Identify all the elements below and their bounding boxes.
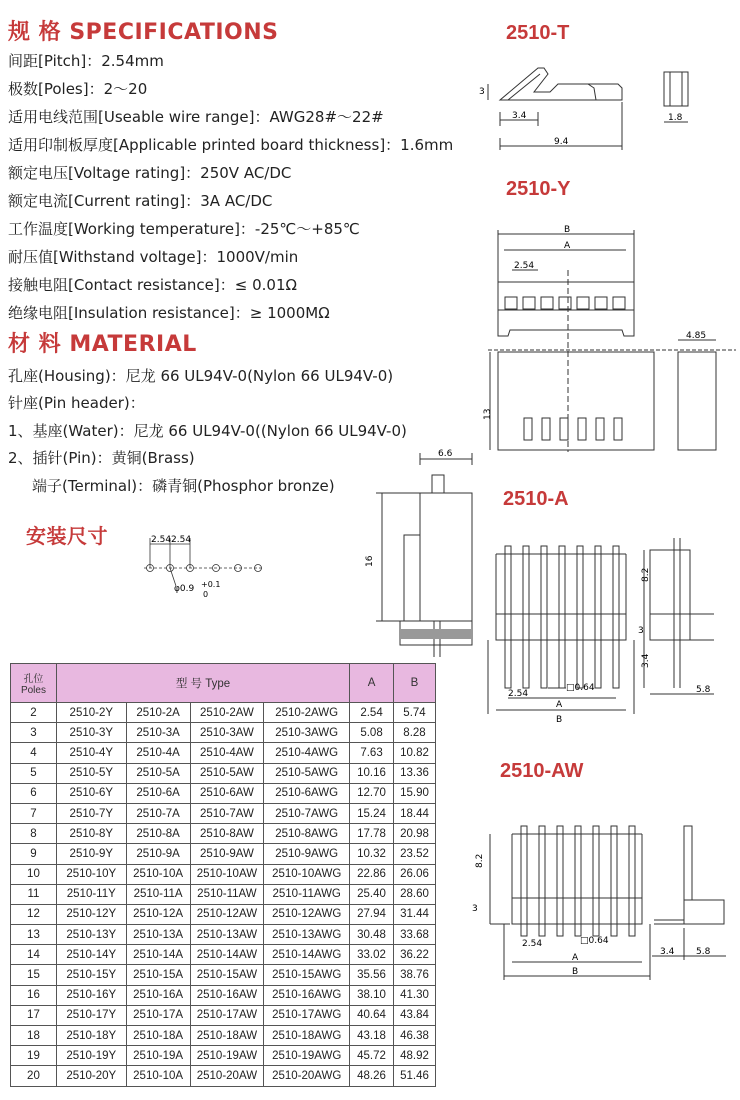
header-poles [11, 664, 57, 703]
cell-poles: 3 [11, 723, 57, 743]
aw-b-label: B [572, 967, 579, 977]
material-pin-header: 针座(Pin header)： [8, 394, 145, 412]
cell-aw: 2510-16AW [190, 985, 264, 1005]
cell-awg: 2510-18AWG [264, 1026, 350, 1046]
cell-poles: 12 [11, 904, 57, 924]
table-row [11, 803, 436, 823]
header-poles-en: Poles [20, 685, 46, 696]
cell-aw: 2510-9AW [190, 844, 264, 864]
model-2510-a-title: 2510-A [503, 488, 569, 510]
cell-poles: 16 [11, 985, 57, 1005]
install-hole-dia: φ0.9 [174, 584, 195, 594]
y-height-label: 13 [483, 408, 493, 420]
side-height-label: 16 [365, 555, 375, 567]
cell-a: 2510-8A [126, 824, 190, 844]
table-row [11, 925, 436, 945]
cell-dim-b: 23.52 [394, 844, 436, 864]
table-row [11, 884, 436, 904]
cell-aw: 2510-19AW [190, 1046, 264, 1066]
specifications-title: 规 格 SPECIFICATIONS [8, 20, 279, 45]
cell-dim-a: 15.24 [350, 803, 394, 823]
cell-y: 2510-9Y [56, 844, 126, 864]
cell-dim-b: 28.60 [394, 884, 436, 904]
table-header-row [11, 664, 436, 703]
cell-a: 2510-10A [126, 864, 190, 884]
cell-y: 2510-4Y [56, 743, 126, 763]
table-row [11, 965, 436, 985]
install-dimensions-title: 安装尺寸 [26, 524, 108, 548]
table-row [11, 824, 436, 844]
table-row [11, 743, 436, 763]
cell-y: 2510-16Y [56, 985, 126, 1005]
header-poles-cn: 孔位 [23, 674, 44, 685]
cell-poles: 2 [11, 703, 57, 723]
cell-dim-b: 36.22 [394, 945, 436, 965]
cell-a: 2510-13A [126, 925, 190, 945]
cell-dim-b: 5.74 [394, 703, 436, 723]
t-width-label: 1.8 [668, 113, 683, 123]
cell-awg: 2510-14AWG [264, 945, 350, 965]
cell-poles: 20 [11, 1066, 57, 1086]
spec-pitch: 间距[Pitch]：2.54mm [8, 52, 164, 70]
table-row [11, 763, 436, 783]
install-tol-plus: +0.1 [201, 580, 221, 589]
cell-a: 2510-17A [126, 1005, 190, 1025]
cell-a: 2510-12A [126, 904, 190, 924]
cell-a: 2510-2A [126, 703, 190, 723]
header-a: A [350, 664, 394, 703]
cell-dim-b: 26.06 [394, 864, 436, 884]
cell-awg: 2510-4AWG [264, 743, 350, 763]
spec-voltage: 额定电压[Voltage rating]：250V AC/DC [8, 164, 292, 182]
cell-aw: 2510-18AW [190, 1026, 264, 1046]
cell-dim-b: 15.90 [394, 783, 436, 803]
table-row [11, 783, 436, 803]
cell-poles: 7 [11, 803, 57, 823]
cell-y: 2510-20Y [56, 1066, 126, 1086]
cell-poles: 10 [11, 864, 57, 884]
cell-a: 2510-16A [126, 985, 190, 1005]
cell-awg: 2510-12AWG [264, 904, 350, 924]
pcb-board-hatch [400, 629, 472, 639]
pin-header-2510-a-drawing [478, 538, 740, 730]
aw-pins [521, 826, 635, 936]
cell-y: 2510-11Y [56, 884, 126, 904]
cell-poles: 4 [11, 743, 57, 763]
a-height3-label: 3.4 [641, 653, 651, 668]
cell-a: 2510-11A [126, 884, 190, 904]
cell-aw: 2510-2AW [190, 703, 264, 723]
cell-dim-a: 48.26 [350, 1066, 394, 1086]
cell-poles: 15 [11, 965, 57, 985]
table-row [11, 1046, 436, 1066]
y-b-label: B [564, 225, 571, 235]
cell-y: 2510-3Y [56, 723, 126, 743]
cell-dim-b: 46.38 [394, 1026, 436, 1046]
cell-poles: 19 [11, 1046, 57, 1066]
model-2510-aw-title: 2510-AW [500, 760, 584, 782]
side-width-label: 6.6 [438, 449, 453, 459]
y-pitch-label: 2.54 [514, 261, 535, 271]
cell-aw: 2510-3AW [190, 723, 264, 743]
cell-aw: 2510-12AW [190, 904, 264, 924]
model-2510-t-title: 2510-T [506, 22, 570, 44]
spec-contact-resistance: 接触电阻[Contact resistance]：≤ 0.01Ω [8, 276, 297, 294]
cell-y: 2510-15Y [56, 965, 126, 985]
cell-poles: 13 [11, 925, 57, 945]
cell-a: 2510-6A [126, 783, 190, 803]
cell-aw: 2510-20AW [190, 1066, 264, 1086]
cell-dim-a: 5.08 [350, 723, 394, 743]
a-height1-label: 8.2 [641, 567, 651, 582]
cell-poles: 11 [11, 884, 57, 904]
cell-aw: 2510-15AW [190, 965, 264, 985]
spec-wire-range: 适用电线范围[Useable wire range]：AWG28#～22# [8, 108, 384, 126]
cell-y: 2510-10Y [56, 864, 126, 884]
cell-poles: 9 [11, 844, 57, 864]
cell-dim-b: 43.84 [394, 1005, 436, 1025]
cell-aw: 2510-14AW [190, 945, 264, 965]
a-pins [505, 546, 619, 688]
cell-awg: 2510-10AWG [264, 864, 350, 884]
table-row [11, 723, 436, 743]
cell-awg: 2510-20AWG [264, 1066, 350, 1086]
cell-aw: 2510-4AW [190, 743, 264, 763]
cell-awg: 2510-3AWG [264, 723, 350, 743]
cell-aw: 2510-7AW [190, 803, 264, 823]
cell-y: 2510-5Y [56, 763, 126, 783]
cell-a: 2510-19A [126, 1046, 190, 1066]
spec-insulation-resistance: 绝缘电阻[Insulation resistance]：≥ 1000MΩ [8, 304, 330, 322]
a-pin-label: □0.64 [566, 683, 595, 693]
cell-y: 2510-6Y [56, 783, 126, 803]
cell-poles: 6 [11, 783, 57, 803]
header-b: B [394, 664, 436, 703]
install-dim-2: 2.54 [171, 535, 192, 545]
t-height-label: 3 [479, 87, 485, 97]
cell-dim-b: 10.82 [394, 743, 436, 763]
cell-dim-a: 33.02 [350, 945, 394, 965]
header-type: 型 号 Type [56, 664, 349, 703]
table-row [11, 945, 436, 965]
cell-awg: 2510-2AWG [264, 703, 350, 723]
cell-dim-a: 22.86 [350, 864, 394, 884]
cell-dim-a: 30.48 [350, 925, 394, 945]
cell-awg: 2510-5AWG [264, 763, 350, 783]
y-side-label: 4.85 [686, 331, 707, 341]
cell-dim-a: 27.94 [350, 904, 394, 924]
cell-dim-a: 17.78 [350, 824, 394, 844]
aw-side1-label: 3.4 [660, 947, 675, 957]
cell-y: 2510-17Y [56, 1005, 126, 1025]
cell-aw: 2510-17AW [190, 1005, 264, 1025]
housing-2510-y-drawing [483, 222, 738, 462]
cell-dim-a: 2.54 [350, 703, 394, 723]
cell-poles: 5 [11, 763, 57, 783]
cell-dim-a: 10.16 [350, 763, 394, 783]
cell-a: 2510-15A [126, 965, 190, 985]
table-row [11, 1066, 436, 1086]
table-row [11, 1005, 436, 1025]
cell-awg: 2510-13AWG [264, 925, 350, 945]
cell-dim-b: 8.28 [394, 723, 436, 743]
cell-aw: 2510-10AW [190, 864, 264, 884]
cell-y: 2510-19Y [56, 1046, 126, 1066]
cell-awg: 2510-17AWG [264, 1005, 350, 1025]
cell-dim-b: 33.68 [394, 925, 436, 945]
cell-a: 2510-9A [126, 844, 190, 864]
cell-a: 2510-10A [126, 1066, 190, 1086]
cell-y: 2510-18Y [56, 1026, 126, 1046]
cell-dim-b: 31.44 [394, 904, 436, 924]
cell-awg: 2510-9AWG [264, 844, 350, 864]
cell-y: 2510-14Y [56, 945, 126, 965]
a-b-label: B [556, 715, 563, 725]
spec-temperature: 工作温度[Working temperature]：-25℃～+85℃ [8, 220, 360, 238]
model-2510-y-title: 2510-Y [506, 178, 571, 200]
install-tol-zero: 0 [203, 590, 209, 599]
cell-dim-a: 40.64 [350, 1005, 394, 1025]
spec-withstand: 耐压值[Withstand voltage]：1000V/min [8, 248, 299, 266]
cell-dim-b: 18.44 [394, 803, 436, 823]
cell-dim-a: 45.72 [350, 1046, 394, 1066]
aw-a-label: A [572, 953, 579, 963]
y-a-label: A [564, 241, 571, 251]
table-row [11, 904, 436, 924]
cell-a: 2510-3A [126, 723, 190, 743]
aw-height1-label: 8.2 [475, 853, 485, 868]
y-contact-slots [505, 297, 625, 440]
cell-a: 2510-18A [126, 1026, 190, 1046]
cell-dim-a: 7.63 [350, 743, 394, 763]
cell-dim-a: 25.40 [350, 884, 394, 904]
cell-dim-a: 43.18 [350, 1026, 394, 1046]
cell-y: 2510-12Y [56, 904, 126, 924]
spec-board-thickness: 适用印制板厚度[Applicable printed board thickness]：1.6mm [8, 136, 454, 154]
cell-awg: 2510-7AWG [264, 803, 350, 823]
cell-dim-b: 13.36 [394, 763, 436, 783]
terminal-2510-t-drawing [478, 62, 740, 154]
cell-aw: 2510-11AW [190, 884, 264, 904]
aw-height2-label: 3 [472, 904, 478, 914]
cell-awg: 2510-11AWG [264, 884, 350, 904]
cell-dim-a: 12.70 [350, 783, 394, 803]
cell-dim-b: 20.98 [394, 824, 436, 844]
cell-poles: 18 [11, 1026, 57, 1046]
cell-aw: 2510-5AW [190, 763, 264, 783]
pin-header-2510-aw-drawing [470, 816, 740, 986]
cell-y: 2510-7Y [56, 803, 126, 823]
table-row [11, 1026, 436, 1046]
install-dim-1: 2.54 [151, 535, 172, 545]
cell-aw: 2510-13AW [190, 925, 264, 945]
pcb-hole-layout-diagram [140, 530, 270, 605]
cell-awg: 2510-15AWG [264, 965, 350, 985]
cell-aw: 2510-6AW [190, 783, 264, 803]
cell-poles: 17 [11, 1005, 57, 1025]
cell-awg: 2510-6AWG [264, 783, 350, 803]
cell-a: 2510-14A [126, 945, 190, 965]
table-body [11, 703, 436, 1087]
cell-dim-b: 38.76 [394, 965, 436, 985]
material-title: 材 料 MATERIAL [8, 332, 197, 357]
material-pin: 2、插针(Pin)：黄铜(Brass) [8, 449, 195, 467]
spec-poles: 极数[Poles]：2～20 [8, 80, 148, 98]
table-row [11, 844, 436, 864]
material-terminal: 端子(Terminal)：磷青铜(Phosphor bronze) [32, 477, 335, 495]
cell-y: 2510-8Y [56, 824, 126, 844]
pin-header-side-view [360, 445, 475, 660]
material-housing: 孔座(Housing)：尼龙 66 UL94V-0(Nylon 66 UL94V-0) [8, 367, 394, 385]
cell-dim-b: 41.30 [394, 985, 436, 1005]
cell-awg: 2510-8AWG [264, 824, 350, 844]
cell-a: 2510-4A [126, 743, 190, 763]
cell-poles: 14 [11, 945, 57, 965]
part-number-table [10, 663, 436, 1087]
table-row [11, 985, 436, 1005]
cell-dim-a: 35.56 [350, 965, 394, 985]
cell-dim-b: 51.46 [394, 1066, 436, 1086]
spec-current: 额定电流[Current rating]：3A AC/DC [8, 192, 273, 210]
t-a-label: 3.4 [512, 111, 527, 121]
cell-dim-b: 48.92 [394, 1046, 436, 1066]
cell-awg: 2510-19AWG [264, 1046, 350, 1066]
t-length-label: 9.4 [554, 137, 569, 147]
cell-a: 2510-7A [126, 803, 190, 823]
cell-dim-a: 38.10 [350, 985, 394, 1005]
a-side-label: 5.8 [696, 685, 711, 695]
cell-dim-a: 10.32 [350, 844, 394, 864]
a-pitch-label: 2.54 [508, 689, 529, 699]
material-base: 1、基座(Water)：尼龙 66 UL94V-0((Nylon 66 UL94V-0) [8, 422, 407, 440]
cell-a: 2510-5A [126, 763, 190, 783]
aw-pin-label: □0.64 [580, 936, 609, 946]
a-height2-label: 3 [638, 626, 644, 636]
cell-poles: 8 [11, 824, 57, 844]
cell-y: 2510-2Y [56, 703, 126, 723]
a-a-label: A [556, 700, 563, 710]
cell-y: 2510-13Y [56, 925, 126, 945]
aw-side2-label: 5.8 [696, 947, 711, 957]
cell-aw: 2510-8AW [190, 824, 264, 844]
table-row [11, 864, 436, 884]
table-row [11, 703, 436, 723]
cell-awg: 2510-16AWG [264, 985, 350, 1005]
aw-pitch-label: 2.54 [522, 939, 543, 949]
